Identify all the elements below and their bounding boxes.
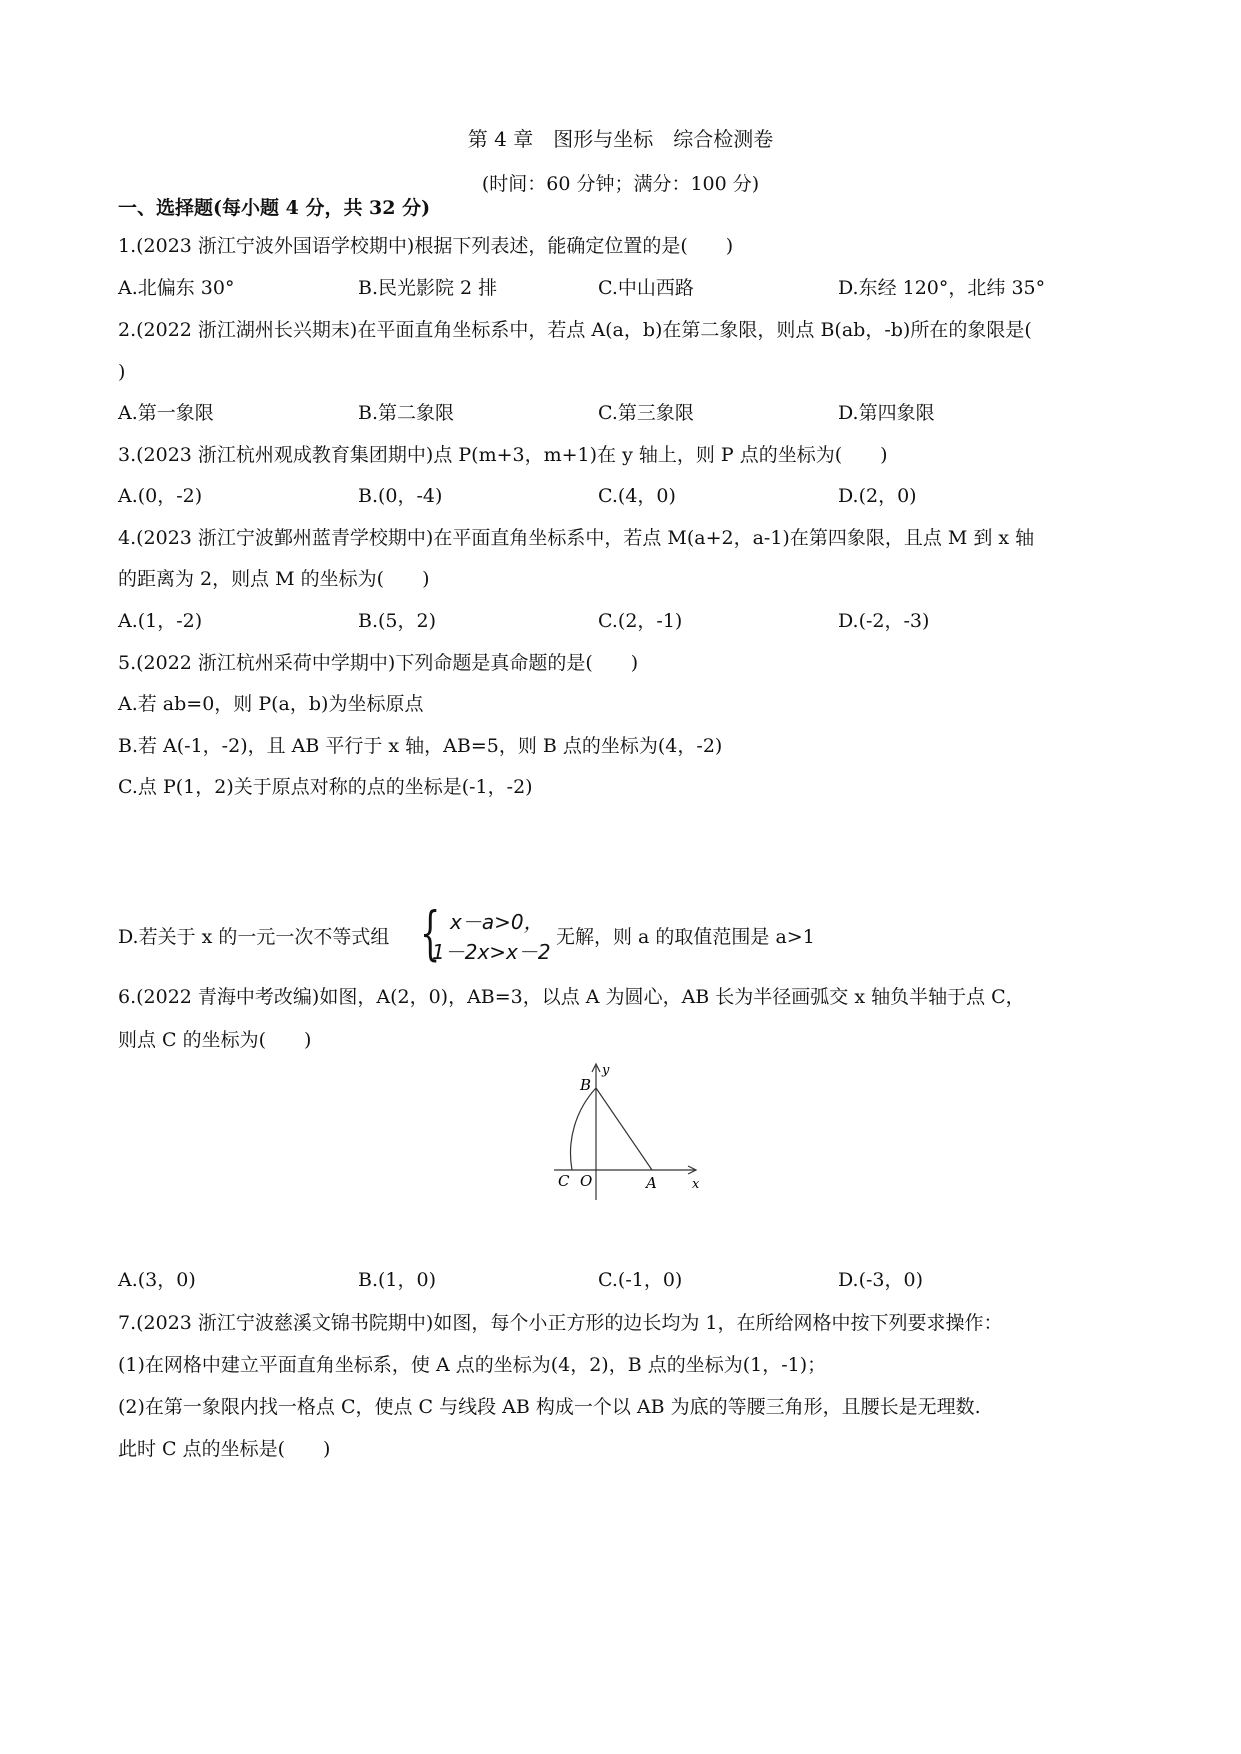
question-6-option-c: C.(-1，0) <box>598 1269 683 1291</box>
question-6-stem-line1: 6.(2022 青海中考改编)如图，A(2，0)，AB=3，以点 A 为圆心，AB 长为半径画弧交 x 轴负半轴于点 C， <box>118 986 1025 1008</box>
question-7-part-1: (1)在网格中建立平面直角坐标系，使 A 点的坐标为(4，2)，B 点的坐标为(1，-1)； <box>118 1354 827 1376</box>
question-2-stem-line1: 2.(2022 浙江湖州长兴期末)在平面直角坐标系中，若点 A(a，b)在第二象限，则点 B(ab，-b)所在的象限是( <box>118 319 1032 341</box>
question-1-option-d: D.东经 120°，北纬 35° <box>838 277 1046 299</box>
question-1-stem: 1.(2023 浙江宁波外国语学校期中)根据下列表述，能确定位置的是( ) <box>118 235 734 257</box>
question-1-option-c: C.中山西路 <box>598 277 694 299</box>
question-7-part-2: (2)在第一象限内找一格点 C，使点 C 与线段 AB 构成一个以 AB 为底的等腰三角形，且腰长是无理数. <box>118 1396 981 1418</box>
left-brace: { <box>420 899 441 967</box>
question-5-option-c: C.点 P(1，2)关于原点对称的点的坐标是(-1，-2) <box>118 776 533 798</box>
point-a-label: A <box>646 1174 657 1192</box>
question-3-option-d: D.(2，0) <box>838 485 917 507</box>
exam-info: (时间：60 分钟；满分：100 分) <box>481 173 760 195</box>
question-2-option-d: D.第四象限 <box>838 402 935 424</box>
x-axis-label: x <box>692 1177 700 1192</box>
question-2-option-a: A.第一象限 <box>118 402 214 424</box>
question-5-option-a: A.若 ab=0，则 P(a，b)为坐标原点 <box>118 693 424 715</box>
question-1-option-b: B.民光影院 2 排 <box>358 277 498 299</box>
point-c-label: C <box>558 1172 570 1190</box>
question-5-option-b: B.若 A(-1，-2)，且 AB 平行于 x 轴，AB=5，则 B 点的坐标为(4，-2) <box>118 735 723 757</box>
question-4-option-a: A.(1，-2) <box>118 610 203 632</box>
origin-label: O <box>580 1172 593 1190</box>
option-d-suffix: 无解，则 a 的取值范围是 a>1 <box>556 926 815 948</box>
section-heading: 一、选择题(每小题 4 分，共 32 分) <box>118 197 431 219</box>
question-1-option-a: A.北偏东 30° <box>118 277 235 299</box>
question-3-option-b: B.(0，-4) <box>358 485 443 507</box>
question-3-option-a: A.(0，-2) <box>118 485 203 507</box>
coordinate-diagram <box>536 1060 706 1210</box>
question-4-stem-line1: 4.(2023 浙江宁波鄞州蓝青学校期中)在平面直角坐标系中，若点 M(a+2，a-1)在第四象限，且点 M 到 x 轴 <box>118 527 1035 549</box>
arc-bc <box>571 1088 596 1170</box>
question-6-option-a: A.(3，0) <box>118 1269 196 1291</box>
question-2-option-b: B.第二象限 <box>358 402 455 424</box>
question-4-option-b: B.(5，2) <box>358 610 437 632</box>
y-axis-label: y <box>602 1063 610 1078</box>
question-5-stem: 5.(2022 浙江杭州采荷中学期中)下列命题是真命题的是( ) <box>118 652 639 674</box>
question-4-stem-line2: 的距离为 2，则点 M 的坐标为( ) <box>118 568 430 590</box>
question-3-stem: 3.(2023 浙江杭州观成教育集团期中)点 P(m+3，m+1)在 y 轴上，则 P 点的坐标为( ) <box>118 444 888 466</box>
question-6-stem-line2: 则点 C 的坐标为( ) <box>118 1029 312 1051</box>
inequality-2: 1－2x>x－2 <box>432 940 551 964</box>
option-d-prefix: D.若关于 x 的一元一次不等式组 <box>118 926 390 948</box>
question-4-option-c: C.(2，-1) <box>598 610 683 632</box>
question-6-option-b: B.(1，0) <box>358 1269 437 1291</box>
question-7-part-3: 此时 C 点的坐标是( ) <box>118 1438 331 1460</box>
question-6-option-d: D.(-3，0) <box>838 1269 924 1291</box>
inequality-1: x－a>0， <box>450 910 544 934</box>
question-6-figure <box>536 1060 706 1210</box>
question-2-option-c: C.第三象限 <box>598 402 694 424</box>
question-2-stem-line2: ) <box>118 361 126 383</box>
segment-ab <box>596 1088 652 1170</box>
point-b-label: B <box>580 1076 592 1094</box>
question-3-option-c: C.(4，0) <box>598 485 676 507</box>
page-title: 第 4 章 图形与坐标 综合检测卷 <box>467 127 774 151</box>
question-5-option-d <box>118 899 918 967</box>
question-4-option-d: D.(-2，-3) <box>838 610 930 632</box>
question-7-stem: 7.(2023 浙江宁波慈溪文锦书院期中)如图，每个小正方形的边长均为 1，在所给网格中按下列要求操作： <box>118 1312 1003 1334</box>
